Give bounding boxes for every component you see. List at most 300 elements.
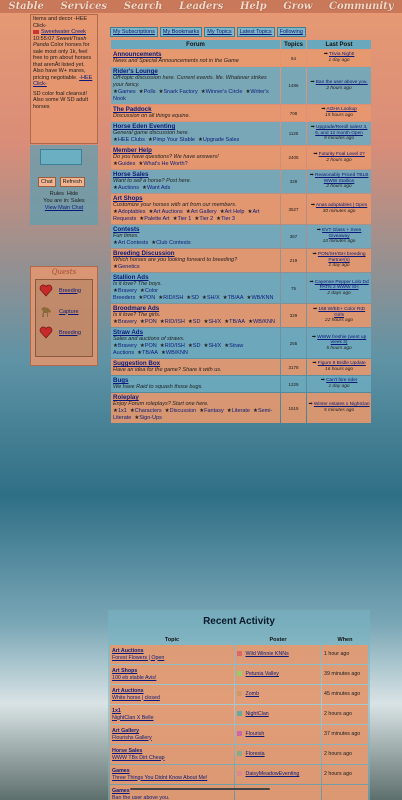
forum-cell bbox=[111, 249, 280, 272]
subforum-list bbox=[113, 408, 278, 422]
subforum-link[interactable]: ★ Adoptables bbox=[113, 209, 145, 215]
recent-when: 1 hour ago bbox=[322, 645, 368, 664]
forum-name-link[interactable]: Roleplay bbox=[113, 394, 139, 401]
subforum-link[interactable]: ★ Palette Art bbox=[139, 216, 169, 222]
subforum-link[interactable]: ★ Winner's Circle bbox=[201, 89, 243, 95]
subforum-link[interactable]: ★ SD bbox=[188, 319, 201, 325]
last-post-link[interactable]: Upgrade/Reroll sales! 3, 6, and 12 month Open bbox=[315, 125, 368, 136]
recent-topic-cell bbox=[110, 745, 234, 764]
subforum-link[interactable]: ★ Club Contests bbox=[151, 240, 190, 246]
last-post-cell bbox=[307, 393, 371, 423]
forum-description: Fun times. bbox=[113, 233, 139, 239]
last-post-link[interactable]: Ban the user above you. bbox=[315, 79, 368, 85]
subforum-list bbox=[113, 89, 278, 103]
forum-description: Customize your horses with art from our members. bbox=[113, 202, 237, 208]
tab-my-topics[interactable]: My Topics bbox=[204, 27, 234, 37]
recent-when bbox=[322, 785, 368, 800]
last-post-link[interactable]: Anas adoptables | Open bbox=[315, 203, 368, 209]
poster-header: Poster bbox=[269, 636, 287, 643]
last-post-link[interactable]: Reasonably Priced TBLB WWW Stallion bbox=[314, 173, 369, 184]
subforum-link[interactable]: ★ Discussion bbox=[165, 408, 197, 414]
nav-search[interactable]: Search bbox=[123, 1, 163, 12]
recent-poster-cell bbox=[235, 745, 321, 764]
chat-msg-tail: SD color foal clearout! Also some W SD adult horses bbox=[33, 90, 89, 110]
recent-row bbox=[110, 705, 368, 724]
recent-poster-cell bbox=[235, 725, 321, 744]
subforum-link[interactable]: ★ SD bbox=[186, 295, 199, 301]
last-post-link[interactable]: Cayenne Pepper Lolo Dd PATN 2 WWW SH bbox=[314, 279, 369, 291]
recent-when: 2 hours ago bbox=[322, 705, 368, 724]
avatar-icon bbox=[237, 751, 242, 756]
subforum-link[interactable]: ★ Color Breeders bbox=[113, 288, 158, 301]
quest-item[interactable] bbox=[36, 301, 92, 322]
subforum-link[interactable]: ★ SH/X bbox=[202, 295, 220, 301]
subforum-link[interactable]: ★ Art Requests bbox=[113, 209, 259, 222]
when-header: When bbox=[337, 636, 353, 643]
chat-msg-text: Color horses for sale most only 1k, feel free to pm about horses that arenÂt listed yet. Also have W+ mares, pricing negotiable. bbox=[33, 42, 92, 81]
recent-topic-link[interactable]: Three Things You Didnt Know About Me! bbox=[112, 774, 208, 781]
forum-row bbox=[111, 304, 371, 327]
recent-topic-link[interactable]: NightClan X Belle bbox=[112, 714, 154, 721]
subforum-link[interactable]: ★ PON bbox=[138, 295, 155, 301]
forum-name-link[interactable]: Member Help bbox=[113, 147, 152, 154]
last-post-cell bbox=[307, 249, 371, 272]
last-post-time: 16 hours ago bbox=[325, 367, 354, 372]
recent-poster-link[interactable]: Flourish bbox=[245, 731, 265, 738]
recent-when: 39 minutes ago bbox=[322, 665, 368, 684]
forum-cell bbox=[111, 304, 280, 327]
topic-count: 1515 bbox=[281, 393, 306, 423]
avatar-icon bbox=[237, 651, 242, 656]
subforum-link[interactable]: ★ Art Gallery bbox=[186, 209, 217, 215]
forum-name-link[interactable]: Horse Sales bbox=[113, 171, 149, 178]
forum-description: Which horses are you looking forward to breeding? bbox=[113, 257, 238, 263]
last-post-header: Last Post bbox=[307, 40, 371, 49]
forum-main bbox=[110, 27, 372, 424]
forum-description: Is it love? The girls. bbox=[113, 312, 161, 318]
forum-row bbox=[111, 146, 371, 169]
refresh-button[interactable]: Refresh bbox=[60, 177, 85, 187]
forum-cell bbox=[111, 359, 280, 375]
forum-name-link[interactable]: Straw Ads bbox=[113, 329, 144, 336]
forum-name-link[interactable]: Broodmare Ads bbox=[113, 305, 160, 312]
subforum-link[interactable]: ★ What's He Worth? bbox=[138, 161, 187, 167]
chat-button[interactable]: Chat bbox=[38, 177, 56, 187]
subforum-link[interactable]: ★ Writer's Nook bbox=[113, 89, 269, 102]
recent-forum-link[interactable]: Art Auctions bbox=[112, 648, 144, 654]
last-post-link[interactable]: Can't hire rider bbox=[326, 378, 358, 384]
forum-cell bbox=[111, 328, 280, 358]
tab-following[interactable]: Following bbox=[277, 27, 306, 37]
recent-topic-link[interactable]: White horse | closed bbox=[112, 694, 160, 701]
subforum-link[interactable]: ★ RID/ISH bbox=[160, 343, 185, 349]
forum-cell bbox=[111, 170, 280, 193]
heart-icon bbox=[39, 284, 53, 297]
forum-description: Discussion on all things equine. bbox=[113, 113, 191, 119]
last-post-cell bbox=[307, 170, 371, 193]
subforum-link[interactable]: ★ Upgrade Sales bbox=[198, 137, 239, 143]
last-post-link[interactable]: 168 W/EE+ Color RID Girls bbox=[318, 307, 366, 318]
topic-count: 328 bbox=[281, 170, 306, 193]
forum-name-link[interactable]: The Paddock bbox=[113, 106, 152, 113]
subforum-list bbox=[113, 185, 278, 192]
tab-my-bookmarks[interactable]: My Bookmarks bbox=[160, 27, 202, 37]
recent-when: 45 minutes ago bbox=[322, 685, 368, 704]
quest-item[interactable] bbox=[36, 280, 92, 301]
subforum-link[interactable]: ★ Guides bbox=[113, 161, 135, 167]
topic-count: 54 bbox=[281, 50, 306, 66]
subforum-link[interactable]: ★ Art Contests bbox=[113, 240, 148, 246]
forum-name-link[interactable]: Announcements bbox=[113, 51, 162, 58]
forum-cell bbox=[111, 67, 280, 104]
forum-name-link[interactable]: Suggestion Box bbox=[113, 360, 161, 367]
nav-community[interactable]: Community bbox=[329, 1, 394, 12]
topic-count: 1486 bbox=[281, 67, 306, 104]
last-post-time: 2 days ago bbox=[327, 290, 351, 296]
nav-stable[interactable]: Stable bbox=[8, 1, 44, 12]
last-post-link[interactable]: AOHA Lookup bbox=[326, 107, 357, 113]
forum-description: Sales and auctions of straws. bbox=[113, 336, 185, 342]
avatar-icon bbox=[237, 771, 242, 776]
forum-name-link[interactable]: Art Shops bbox=[113, 195, 143, 202]
subforum-link[interactable]: ★ Games bbox=[113, 89, 136, 95]
forum-cell bbox=[111, 393, 280, 423]
recent-row bbox=[110, 745, 368, 764]
forum-row bbox=[111, 194, 371, 224]
subforum-link[interactable]: ★ Sign-Ups bbox=[134, 415, 162, 421]
chat-links bbox=[30, 191, 98, 212]
subforum-link[interactable]: ★ Tier 2 bbox=[194, 216, 213, 222]
forum-row bbox=[111, 67, 371, 104]
recent-poster-link[interactable]: Zomb bbox=[245, 691, 260, 698]
recent-row bbox=[110, 665, 368, 684]
nav-help[interactable]: Help bbox=[239, 1, 267, 12]
subforum-list bbox=[113, 288, 278, 302]
recent-forum-link[interactable]: Games bbox=[112, 788, 130, 794]
last-post-link[interactable]: Trivia Night! bbox=[328, 52, 355, 58]
forum-description: Do you have questions? We have answers! bbox=[113, 154, 219, 160]
recent-topic-cell bbox=[110, 645, 234, 664]
last-post-link[interactable]: Figure 8 Bridle Update bbox=[317, 361, 366, 367]
subforum-link[interactable]: ★ TB/AA bbox=[137, 350, 158, 356]
avatar-icon bbox=[237, 691, 242, 696]
avatar-icon bbox=[237, 711, 242, 716]
last-post-time: 15 hours ago bbox=[325, 113, 354, 118]
forum-description: Have an idea for the game? Share it with us. bbox=[113, 367, 222, 373]
tab-my-subscriptions[interactable]: My Subscriptions bbox=[110, 27, 158, 37]
hide-link[interactable]: Hide bbox=[66, 191, 79, 197]
subforum-link[interactable]: ★ Bravery bbox=[113, 288, 137, 294]
subforum-link[interactable]: ★ Tier 3 bbox=[216, 216, 235, 222]
forum-row bbox=[111, 376, 371, 392]
subforum-list bbox=[113, 264, 278, 271]
recent-poster-cell bbox=[235, 705, 321, 724]
subforum-link[interactable]: ★ Characters bbox=[130, 408, 162, 414]
last-post-link[interactable]: EVT Glass + Sven Giveaway bbox=[322, 228, 362, 239]
last-post-cell bbox=[307, 122, 371, 145]
topic-count: 75 bbox=[281, 273, 306, 303]
home-indicator bbox=[130, 788, 270, 790]
top-nav bbox=[0, 0, 402, 13]
subforum-link[interactable]: ★ Want Ads bbox=[142, 185, 170, 191]
last-post-cell bbox=[307, 273, 371, 303]
nav-services[interactable]: Services bbox=[60, 1, 108, 12]
recent-row bbox=[110, 645, 368, 664]
recent-forum-link[interactable]: Art Shops bbox=[112, 668, 138, 674]
recent-topic-link[interactable]: WWW TBs Dirt Cheap bbox=[112, 754, 165, 761]
subforum-link[interactable]: ★ RID/ISH bbox=[160, 319, 185, 325]
subforum-link[interactable]: ★ TB/AA bbox=[224, 319, 245, 325]
subforum-list bbox=[113, 209, 278, 223]
last-post-link[interactable]: WWW freshie (went up week 3) bbox=[317, 334, 367, 346]
topic-count: 1229 bbox=[281, 376, 306, 392]
last-post-time: 1 day ago bbox=[328, 263, 350, 269]
last-post-cell bbox=[307, 376, 371, 392]
chat-msg-title: Sweet/Trash Panda bbox=[33, 35, 87, 48]
forum-name-link[interactable]: Stallion Ads bbox=[113, 274, 149, 281]
topic-header: Topic bbox=[164, 636, 180, 643]
recent-topic-link[interactable]: Flourishs Gallery bbox=[112, 734, 152, 741]
subforum-link[interactable]: ★ Polls bbox=[139, 89, 156, 95]
topic-count: 367 bbox=[281, 225, 306, 248]
forum-cell bbox=[111, 122, 280, 145]
recent-topic-cell bbox=[110, 705, 234, 724]
last-post-cell bbox=[307, 105, 371, 121]
subforum-link[interactable]: ★ Snark Factory bbox=[159, 89, 198, 95]
last-post-time: 2 hours ago bbox=[326, 85, 352, 91]
last-post-time: 2 hours ago bbox=[326, 157, 352, 163]
last-post-cell bbox=[307, 50, 371, 66]
last-post-time: 1 day ago bbox=[328, 384, 350, 389]
recent-when: 2 hours ago bbox=[322, 745, 368, 764]
chat-room-status: You are in: Sales bbox=[43, 198, 85, 204]
forum-cell bbox=[111, 105, 280, 121]
subforum-link[interactable]: ★ Art Help bbox=[220, 209, 245, 215]
tab-latest-topics[interactable]: Latest Topics bbox=[237, 27, 275, 37]
recent-topic-link[interactable]: Ban the user above you. bbox=[112, 794, 170, 800]
forum-name-link[interactable]: Rider's Lounge bbox=[113, 68, 158, 75]
forum-row bbox=[111, 328, 371, 358]
forum-cell bbox=[111, 225, 280, 248]
forum-row bbox=[111, 249, 371, 272]
forum-cell bbox=[111, 146, 280, 169]
chat-input[interactable] bbox=[40, 149, 82, 165]
recent-forum-link[interactable]: Horse Sales bbox=[112, 748, 143, 754]
last-post-cell bbox=[307, 359, 371, 375]
recent-activity-table bbox=[109, 634, 369, 800]
flag-icon bbox=[33, 30, 39, 34]
recent-forum-link[interactable]: 1x1 bbox=[112, 708, 121, 714]
forum-row bbox=[111, 170, 371, 193]
quest-link[interactable]: Capture bbox=[59, 308, 79, 315]
topic-count: 1125 bbox=[281, 122, 306, 145]
forum-row bbox=[111, 359, 371, 375]
recent-activity-title: Recent Activity bbox=[203, 616, 275, 627]
recent-poster-link[interactable]: Floresta bbox=[245, 751, 265, 758]
subforum-link[interactable]: ★ WB/KNN bbox=[248, 319, 275, 325]
subforum-list bbox=[113, 240, 278, 247]
chat-message-body bbox=[33, 36, 95, 88]
subforum-link[interactable]: ★ Pimp Your Stable bbox=[148, 137, 195, 143]
forum-description: Off-topic discussion here. Current events. life. Whatever strikes your fancy. bbox=[113, 75, 267, 88]
forum-name-link[interactable]: Breeding Discussion bbox=[113, 250, 175, 257]
recent-forum-link[interactable]: Games bbox=[112, 768, 130, 774]
last-post-time: 5 hours ago bbox=[326, 345, 352, 351]
rules-link[interactable]: Rules bbox=[49, 191, 64, 197]
recent-row bbox=[110, 765, 368, 784]
nav-grow[interactable]: Grow bbox=[283, 1, 313, 12]
last-post-cell bbox=[307, 67, 371, 104]
forum-cell bbox=[111, 376, 280, 392]
recent-forum-link[interactable]: Art Gallery bbox=[112, 728, 140, 734]
last-post-cell bbox=[307, 328, 371, 358]
last-post-time: 2 hours ago bbox=[326, 184, 352, 190]
subforum-link[interactable]: ★ Straw Auctions bbox=[113, 343, 243, 356]
heart-icon bbox=[39, 326, 53, 339]
forum-name-link[interactable]: Contests bbox=[113, 226, 140, 233]
quests-panel bbox=[30, 266, 98, 366]
recent-poster-cell bbox=[235, 765, 321, 784]
subforum-link[interactable]: ★ WB/KNN bbox=[247, 295, 274, 301]
recent-activity bbox=[108, 610, 370, 800]
subforum-list bbox=[113, 137, 278, 144]
chat-controls bbox=[30, 145, 98, 225]
forum-description: News and Special Announcements not in the Game bbox=[113, 58, 239, 64]
forum-description: Is it love? The boys. bbox=[113, 281, 162, 287]
chat-time: 10:55:07 bbox=[33, 35, 55, 42]
subforum-link[interactable]: ★ Bravery bbox=[113, 343, 137, 349]
forum-header: Forum bbox=[111, 40, 280, 49]
recent-row bbox=[110, 725, 368, 744]
forum-description: General game discussion here. bbox=[113, 130, 190, 136]
forum-description: Want to sell a horse? Post here. bbox=[113, 178, 192, 184]
forum-description: We have Raid to squash those bugs. bbox=[113, 384, 203, 390]
last-post-time: 22 hours ago bbox=[325, 318, 354, 324]
subforum-link[interactable]: ★ RID/ISH bbox=[158, 295, 183, 301]
subforum-link[interactable]: ★ Tier 1 bbox=[173, 216, 192, 222]
subforum-link[interactable]: ★ Bravery bbox=[113, 319, 137, 325]
last-post-time: 30 minutes ago bbox=[322, 209, 356, 214]
forum-cell bbox=[111, 194, 280, 224]
topics-header: Topics bbox=[281, 40, 306, 49]
recent-when: 2 hours ago bbox=[322, 765, 368, 784]
subforum-list bbox=[113, 343, 278, 357]
subforum-link[interactable]: ★ SH/X bbox=[203, 343, 221, 349]
last-post-time: 5 minutes ago bbox=[323, 408, 355, 413]
forum-row bbox=[111, 225, 371, 248]
forum-table bbox=[110, 39, 372, 424]
subforum-link[interactable]: ★ SD bbox=[188, 343, 201, 349]
last-post-cell bbox=[307, 304, 371, 327]
forum-name-link[interactable]: Horse Eden Eventing bbox=[113, 123, 176, 130]
recent-topic-cell bbox=[110, 765, 234, 784]
subforum-link[interactable]: ★ Literate bbox=[227, 408, 250, 414]
recent-forum-link[interactable]: Art Auctions bbox=[112, 688, 144, 694]
forum-row bbox=[111, 50, 371, 66]
chat-box bbox=[30, 14, 98, 144]
view-main-chat-link[interactable]: View Main Chat bbox=[44, 205, 84, 211]
last-post-time: 10 minutes ago bbox=[322, 239, 356, 245]
last-post-link[interactable]: Winter estates x Nightclan bbox=[313, 402, 370, 408]
recent-poster-cell bbox=[235, 665, 321, 684]
last-post-link[interactable]: PON/SH/ISH breeding Partner(s) bbox=[317, 252, 366, 263]
subforum-link[interactable]: ★ TB/AA bbox=[223, 295, 244, 301]
last-post-cell bbox=[307, 225, 371, 248]
subforum-list bbox=[113, 319, 278, 326]
recent-topic-link[interactable]: 100 eb stable Avis! bbox=[112, 674, 157, 681]
recent-topic-cell bbox=[110, 685, 234, 704]
topic-count: 329 bbox=[281, 304, 306, 327]
nav-leaders[interactable]: Leaders bbox=[179, 1, 224, 12]
forum-row bbox=[111, 273, 371, 303]
forum-cell bbox=[111, 50, 280, 66]
recent-poster-link[interactable]: DaisyMeadowEventing bbox=[245, 771, 300, 778]
last-post-cell bbox=[307, 194, 371, 224]
quest-list bbox=[35, 279, 93, 357]
subforum-link[interactable]: ★ Fantasy bbox=[199, 408, 224, 414]
topic-count: 3178 bbox=[281, 359, 306, 375]
recent-row bbox=[110, 685, 368, 704]
quest-item[interactable] bbox=[36, 322, 92, 343]
forum-name-link[interactable]: Bugs bbox=[113, 377, 129, 384]
subforum-link[interactable]: ★ 1x1 bbox=[113, 408, 127, 414]
forum-row bbox=[111, 122, 371, 145]
forum-cell bbox=[111, 273, 280, 303]
subforum-link[interactable]: ★ Semi-Literate bbox=[113, 408, 272, 421]
topic-count: 219 bbox=[281, 249, 306, 272]
forum-row bbox=[111, 105, 371, 121]
chat-line: Items and decor -HEE Click- bbox=[33, 16, 88, 29]
recent-poster-link[interactable]: Petunia Valley bbox=[245, 671, 279, 678]
last-post-link[interactable]: Futurity Foal Level 2? bbox=[318, 151, 365, 157]
subforum-link[interactable]: ★ WB/KNN bbox=[161, 350, 188, 356]
recent-when: 37 minutes ago bbox=[322, 725, 368, 744]
forum-tabs bbox=[110, 27, 372, 37]
topic-count: 3527 bbox=[281, 194, 306, 224]
subforum-link[interactable]: ★ Auctions bbox=[113, 185, 139, 191]
topic-count: 255 bbox=[281, 328, 306, 358]
subforum-link[interactable]: ★ HEE Clubs bbox=[113, 137, 145, 143]
subforum-link[interactable]: ★ Art Auctions bbox=[148, 209, 182, 215]
avatar-icon bbox=[237, 731, 242, 736]
quest-link[interactable]: Breeding bbox=[59, 329, 82, 336]
subforum-link[interactable]: ★ PON bbox=[140, 319, 157, 325]
chat-msg-link[interactable]: -HEE Click- bbox=[33, 74, 93, 87]
recent-topic-cell bbox=[110, 665, 234, 684]
chat-username[interactable]: Sweetwater Creek bbox=[41, 29, 86, 35]
forum-row bbox=[111, 393, 371, 423]
last-post-time: 1 day ago bbox=[328, 58, 350, 63]
recent-poster-cell bbox=[235, 645, 321, 664]
recent-poster-cell bbox=[235, 685, 321, 704]
subforum-link[interactable]: ★ Genetics bbox=[113, 264, 140, 270]
quests-title: Quests bbox=[51, 268, 77, 276]
recent-topic-link[interactable]: Forest Flowers | Open bbox=[112, 654, 165, 661]
quest-link[interactable]: Breeding bbox=[59, 287, 82, 294]
last-post-time: 9 minutes ago bbox=[323, 136, 355, 142]
recent-topic-cell bbox=[110, 725, 234, 744]
recent-poster-link[interactable]: NightClan bbox=[245, 711, 269, 718]
subforum-link[interactable]: ★ SH/X bbox=[203, 319, 221, 325]
avatar-icon bbox=[237, 671, 242, 676]
topic-count: 2405 bbox=[281, 146, 306, 169]
forum-description: Enjoy Forum roleplays? Start one here. bbox=[113, 401, 209, 407]
subforum-list bbox=[113, 161, 278, 168]
subforum-link[interactable]: ★ PON bbox=[140, 343, 157, 349]
topic-count: 708 bbox=[281, 105, 306, 121]
recent-poster-link[interactable]: Wild Winnie KNNs bbox=[245, 651, 289, 658]
last-post-cell bbox=[307, 146, 371, 169]
